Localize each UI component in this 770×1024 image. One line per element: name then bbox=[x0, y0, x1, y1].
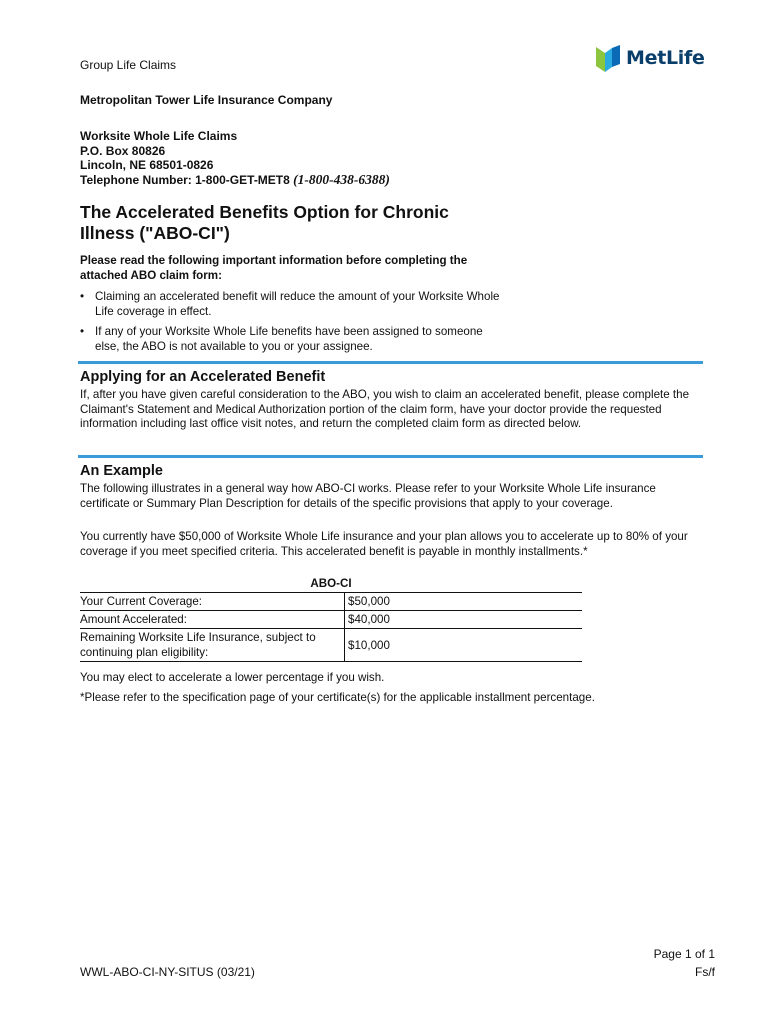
example-note-1: You may elect to accelerate a lower percentage if you wish. bbox=[80, 671, 385, 684]
address-line-3: Lincoln, NE 68501-0826 bbox=[80, 158, 214, 172]
applying-body: If, after you have given careful consideration to the ABO, you wish to claim an accelerated benefit, please complete the Claimant's Statement and Medical Authorization portion of the claim form, have your doctor provide the requested information including last office visit notes, and return the completed claim form as directed below. bbox=[80, 388, 690, 430]
example-paragraph-1: The following illustrates in a general way how ABO-CI works. Please refer to your Worksite Whole Life insurance certificate or Summary Plan Description for details of the specific provisions that apply to your coverage. bbox=[80, 482, 656, 510]
company-name: Metropolitan Tower Life Insurance Company bbox=[80, 93, 333, 107]
metlife-logo-icon bbox=[596, 45, 620, 72]
section-divider bbox=[78, 361, 703, 364]
phone-label: Telephone Number: 1-800-GET-MET8 bbox=[80, 172, 290, 187]
table-cell-label: Your Current Coverage: bbox=[80, 595, 203, 608]
logo-text: MetLife bbox=[626, 47, 705, 69]
table-cell-value: $40,000 bbox=[344, 611, 582, 628]
table-cell-label: Amount Accelerated: bbox=[80, 613, 187, 626]
claims-address bbox=[80, 129, 390, 187]
list-item: • If any of your Worksite Whole Life benefits have been assigned to someone else, the ABO is not available to you or your assignee. bbox=[80, 324, 500, 354]
table-row bbox=[80, 592, 582, 610]
form-identifier: WWL-ABO-CI-NY-SITUS (03/21) bbox=[80, 965, 255, 979]
example-note-2: *Please refer to the specification page of your certificate(s) for the applicable installment percentage. bbox=[80, 691, 595, 704]
table-cell-value: $10,000 bbox=[344, 629, 582, 661]
address-line-2: P.O. Box 80826 bbox=[80, 143, 166, 158]
document-type: Group Life Claims bbox=[80, 58, 177, 72]
metlife-logo bbox=[596, 44, 705, 72]
page-title: The Accelerated Benefits Option for Chronic Illness ("ABO-CI") bbox=[80, 202, 449, 243]
section-heading-applying: Applying for an Accelerated Benefit bbox=[80, 369, 326, 385]
phone-numeric: (1-800-438-6388) bbox=[293, 171, 390, 187]
table-row bbox=[80, 610, 582, 628]
phone-line bbox=[80, 173, 390, 188]
form-code: Fs/f bbox=[695, 965, 715, 979]
intro-heading: Please read the following important information before completing the attached ABO claim form: bbox=[80, 254, 468, 282]
table-cell-label: Remaining Worksite Life Insurance, subject to continuing plan eligibility: bbox=[80, 631, 316, 659]
table-cell-value: $50,000 bbox=[344, 593, 582, 610]
example-paragraph-2: You currently have $50,000 of Worksite Whole Life insurance and your plan allows you to accelerate up to 80% of your coverage if you meet specified criteria. This accelerated benefit is payable in monthly installments.* bbox=[80, 530, 688, 558]
table-row bbox=[80, 628, 582, 662]
abo-example-table bbox=[80, 576, 582, 662]
section-heading-example: An Example bbox=[80, 463, 163, 479]
section-divider bbox=[78, 455, 703, 458]
address-line-1: Worksite Whole Life Claims bbox=[80, 129, 238, 143]
intro-bullet-list bbox=[80, 289, 500, 359]
table-caption: ABO-CI bbox=[310, 577, 352, 590]
list-item: • Claiming an accelerated benefit will reduce the amount of your Worksite Whole Life coverage in effect. bbox=[80, 289, 500, 319]
page-number: Page 1 of 1 bbox=[653, 947, 715, 961]
